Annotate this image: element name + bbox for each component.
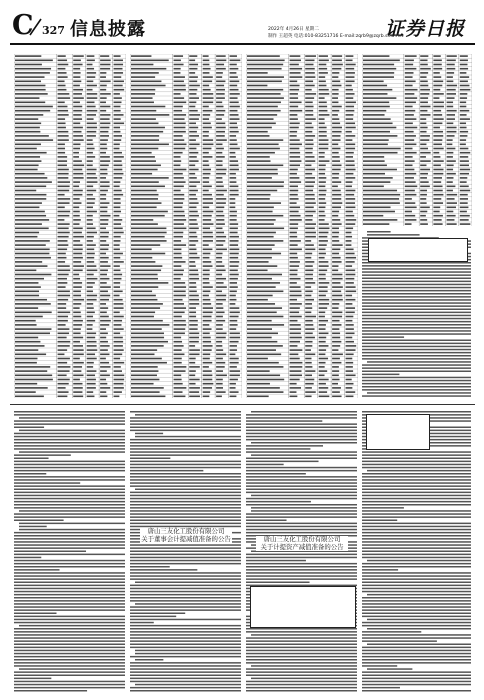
inline-table bbox=[366, 414, 430, 450]
article-heading-1 bbox=[140, 528, 232, 543]
newspaper-logo: 证券日报 bbox=[385, 18, 466, 40]
table-column-1 bbox=[14, 54, 126, 398]
masthead bbox=[0, 0, 484, 46]
text-column-4 bbox=[362, 410, 472, 692]
text-texture bbox=[130, 410, 242, 692]
text-texture bbox=[14, 410, 126, 692]
masthead-rule bbox=[10, 43, 475, 45]
section-title: 信息披露 bbox=[70, 19, 146, 40]
inline-table bbox=[368, 238, 468, 262]
table-texture bbox=[246, 54, 358, 398]
text-column-1 bbox=[14, 410, 126, 692]
page-number: 327 bbox=[42, 24, 65, 37]
text-column-3 bbox=[246, 410, 358, 692]
article-title: 唐山三友化工股份有限公司 bbox=[147, 527, 225, 535]
section-divider bbox=[10, 404, 475, 405]
article-heading-2 bbox=[256, 536, 348, 551]
contact-line: 制作 王超英 电话:010-83251716 E-mail:zqrb9@zqrb.sina.net bbox=[268, 34, 404, 39]
article-subtitle: 关于董事会计提减值准备的公告 bbox=[141, 534, 231, 543]
table-texture bbox=[14, 54, 126, 398]
table-texture bbox=[362, 54, 472, 226]
table-column-4 bbox=[362, 54, 472, 226]
table-column-2 bbox=[130, 54, 242, 398]
text-column-4-lower bbox=[362, 230, 472, 398]
table-column-3 bbox=[246, 54, 358, 398]
text-texture bbox=[362, 410, 472, 692]
article-subtitle: 关于计提资产减值准备的公告 bbox=[260, 542, 344, 551]
inline-table bbox=[250, 586, 356, 628]
slash-icon bbox=[27, 18, 43, 36]
table-texture bbox=[130, 54, 242, 398]
section-letter: C bbox=[12, 10, 34, 41]
text-texture bbox=[246, 410, 358, 692]
text-column-2 bbox=[130, 410, 242, 692]
article-title: 唐山三友化工股份有限公司 bbox=[263, 535, 341, 543]
date-line: 2022年 4月26日 星期二 bbox=[268, 27, 319, 32]
